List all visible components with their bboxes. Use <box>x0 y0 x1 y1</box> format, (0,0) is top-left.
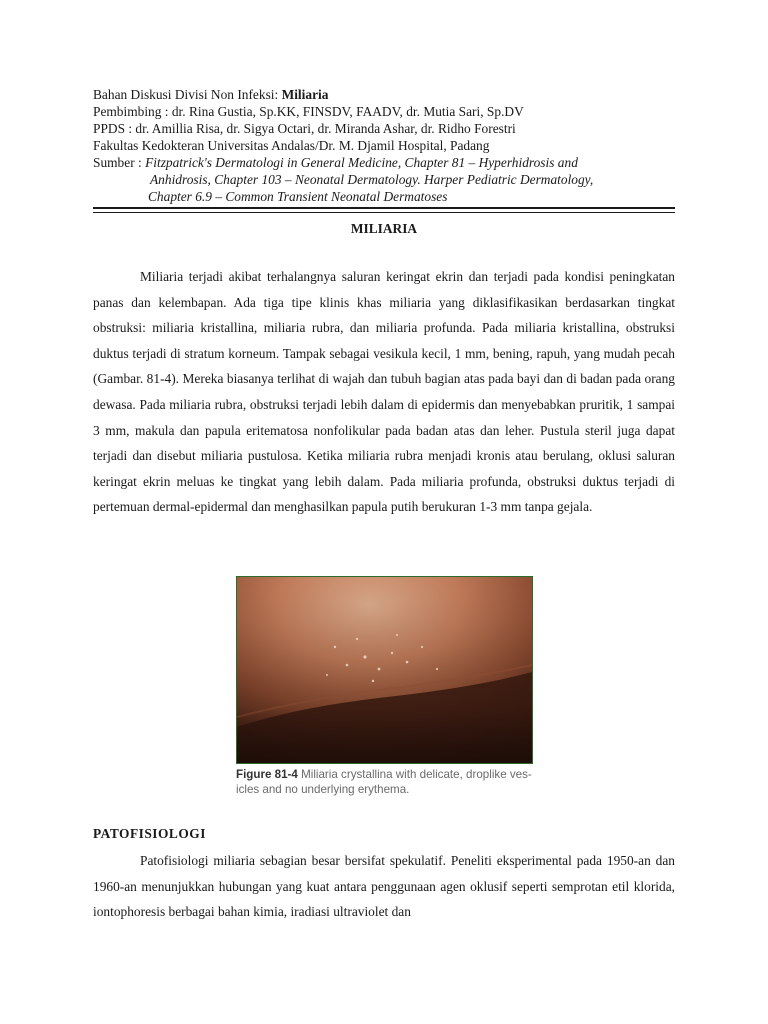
source-line-2-row <box>93 171 683 188</box>
document-title: MILIARIA <box>350 221 418 236</box>
figure-caption-line-1: Miliaria crystallina with delicate, droplike ves- <box>301 768 532 781</box>
document-header <box>93 86 683 205</box>
figure-image <box>236 576 533 764</box>
header-source <box>93 154 683 171</box>
figure-caption-line-2: icles and no underlying erythema. <box>236 783 410 796</box>
section-title-patofisiologi: PATOFISIOLOGI <box>93 826 206 841</box>
paragraph-intro <box>93 264 675 520</box>
header-line-1 <box>93 86 683 103</box>
source-label: Sumber : <box>93 155 146 170</box>
header-division: Bahan Diskusi Divisi Non Infeksi: <box>93 87 282 102</box>
source-line-3: Chapter 6.9 – Common Transient Neonatal Dermatoses <box>148 189 448 204</box>
source-line-1: Fitzpatrick's Dermatologi in General Medicine, Chapter 81 – Hyperhidrosis and <box>145 155 578 170</box>
figure-label: Figure 81-4 <box>236 768 298 781</box>
figure-caption <box>236 767 541 797</box>
header-institution: Fakultas Kedokteran Universitas Andalas/Dr. M. Djamil Hospital, Padang <box>93 138 490 153</box>
header-divider-thin <box>93 212 675 213</box>
header-divider-thick <box>93 207 675 209</box>
skin-photo <box>237 577 532 763</box>
header-residents: PPDS : dr. Amillia Risa, dr. Sigya Octari, dr. Miranda Ashar, dr. Ridho Forestri <box>93 121 516 136</box>
source-line-2: Anhidrosis, Chapter 103 – Neonatal Dermatology. Harper Pediatric Dermatology, <box>150 172 594 187</box>
header-supervisors: Pembimbing : dr. Rina Gustia, Sp.KK, FINSDV, FAADV, dr. Mutia Sari, Sp.DV <box>93 104 524 119</box>
paragraph-intro-text: Miliaria terjadi akibat terhalangnya saluran keringat ekrin dan terjadi pada kondisi peningkatan panas dan kelembapan. Ada tiga tipe klinis khas miliaria yang diklasifikasikan berdasarkan tingkat obstruksi: miliaria kristallina, miliaria rubra, dan miliaria profunda. Pada miliaria kristallina, obstruksi duktus terjadi di stratum korneum. Tampak sebagai vesikula kecil, 1 mm, bening, rapuh, yang mudah pecah (Gambar. 81-4). Mereka biasanya terlihat di wajah dan tubuh bagian atas pada bayi dan di badan pada orang dewasa. Pada miliaria rubra, obstruksi terjadi lebih dalam di epidermis dan menyebabkan pruritik, 1 sampai 3 mm, makula dan papula eritematosa nonfolikular pada badan atas dan leher. Pustula steril juga dapat terjadi dan disebut miliaria pustulosa. Ketika miliaria rubra menjadi kronis atau berulang, oklusi saluran keringat ekrin meluas ke tingkat yang lebih dalam. Pada miliaria profunda, obstruksi duktus terjadi di pertemuan dermal-epidermal dan menghasilkan papula putih berukuran 1-3 mm tanpa gejala. <box>93 269 675 515</box>
paragraph-patofisiologi <box>93 848 675 925</box>
source-line-3-row <box>93 188 683 205</box>
paragraph-patofisiologi-text: Patofisiologi miliaria sebagian besar bersifat spekulatif. Peneliti eksperimental pada 1950-an dan 1960-an menunjukkan hubungan yang kuat antara penggunaan agen oklusif seperti semprotan etil klorida, iontophoresis berbagai bahan kimia, iradiasi ultraviolet dan <box>93 853 675 920</box>
header-topic: Miliaria <box>281 87 329 102</box>
